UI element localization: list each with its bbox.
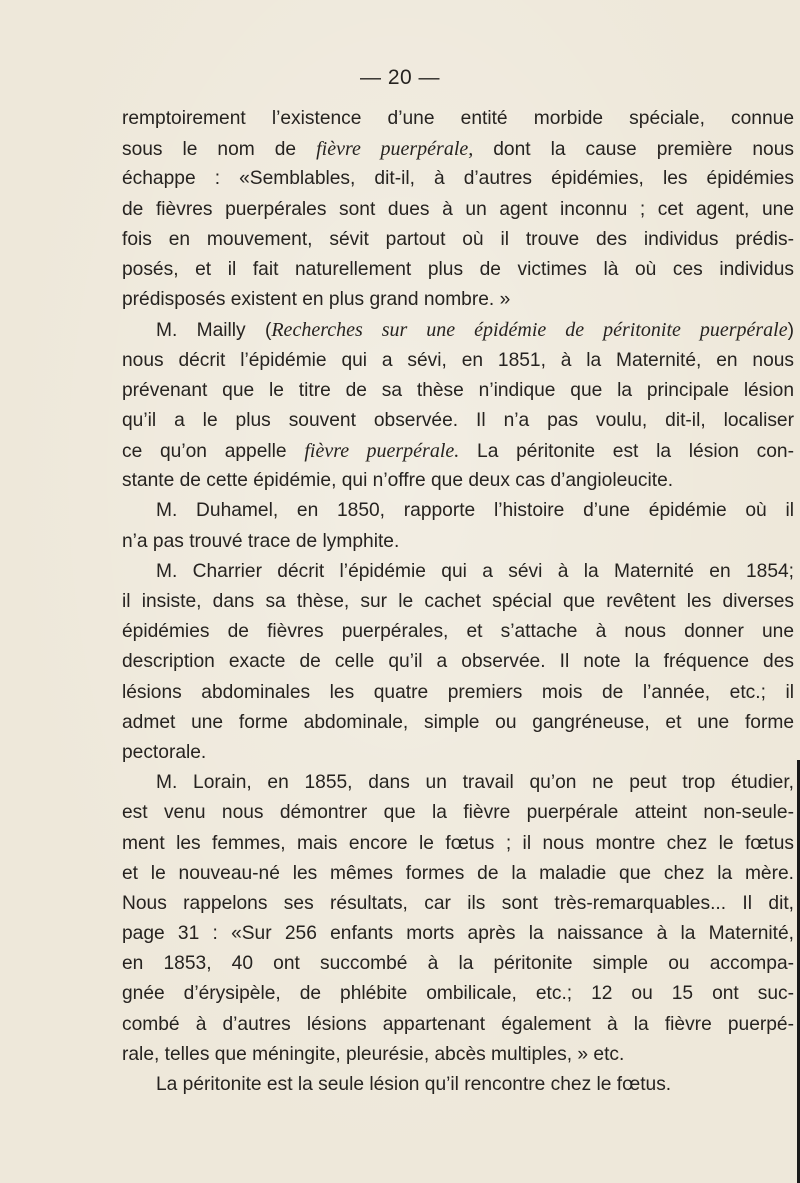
page-number: — 20 — (359, 66, 441, 89)
italic-text: fièvre puerpérale. (304, 440, 460, 463)
text-segment: remptoirement l’existence d’une entité morbide spéciale, connue (122, 108, 794, 129)
text-segment: admet une forme abdominale, simple ou gangréneuse, et une forme (122, 711, 794, 733)
paragraph (122, 104, 794, 315)
text-segment: ) (787, 320, 794, 342)
text-line (122, 617, 794, 647)
text-line (122, 104, 794, 134)
italic-text: Recherches sur une épidémie de péritonite puerpérale (271, 319, 788, 342)
text-segment: posés, et il fait naturellement plus de victimes là où ces individus (122, 258, 794, 280)
text-segment: Nous rappelons ses résultats, car ils sont très-remarquables... Il dit, (122, 892, 794, 914)
text-segment: nous décrit l’épidémie qui a sévi, en 1851, à la Maternité, en nous (122, 349, 794, 371)
paragraph (122, 557, 794, 768)
text-line (122, 889, 794, 919)
text-segment: gnée d’érysipèle, de phlébite ombilicale, etc.; 12 ou 15 ont suc- (122, 983, 794, 1005)
text-segment: sous le nom de (122, 139, 317, 161)
text-segment: épidémies de fièvres puerpérales, et s’attache à nous donner une (122, 621, 794, 643)
text-segment: prévenant que le titre de sa thèse n’indique que la principale lésion (122, 379, 794, 401)
text-segment: rale, telles que méningite, pleurésie, abcès multiples, » etc. (122, 1043, 625, 1065)
text-segment: prédisposés existent en plus grand nombre. » (122, 289, 511, 311)
text-line (122, 829, 794, 859)
text-segment: ment les femmes, mais encore le fœtus ; il nous montre chez le fœtus (122, 832, 794, 854)
text-line (122, 164, 794, 194)
paragraph (122, 1070, 794, 1100)
text-line (122, 436, 794, 466)
text-segment: et le nouveau-né les mêmes formes de la maladie que chez la mère. (122, 862, 794, 884)
text-line (122, 708, 794, 738)
text-line (122, 738, 794, 768)
paragraph (122, 315, 794, 496)
text-segment: combé à d’autres lésions appartenant également à la fièvre puerpé- (122, 1013, 794, 1035)
text-segment: M. Lorain, en 1855, dans un travail qu’on ne peut trop étudier, (156, 772, 794, 794)
text-segment: stante de cette épidémie, qui n’offre que deux cas d’angioleucite. (122, 470, 674, 492)
text-line (122, 1010, 794, 1040)
text-line (122, 557, 794, 587)
text-segment: description exacte de celle qu’il a observée. Il note la fréquence des (122, 651, 794, 673)
text-segment: ce qu’on appelle (122, 441, 305, 463)
text-segment: en 1853, 40 ont succombé à la péritonite simple ou accompa- (122, 953, 794, 975)
text-segment: page 31 : «Sur 256 enfants morts après la naissance à la Maternité, (122, 923, 794, 945)
text-line (122, 949, 794, 979)
text-line (122, 647, 794, 677)
text-line (122, 979, 794, 1009)
body-text (122, 104, 794, 1100)
text-line (122, 285, 794, 315)
text-segment: M. Charrier décrit l’épidémie qui a sévi à la Maternité en 1854; (156, 560, 794, 582)
text-segment: qu’il a le plus souvent observée. Il n’a pas voulu, dit-il, localiser (122, 409, 794, 431)
paragraph (122, 496, 794, 556)
text-line (122, 195, 794, 225)
italic-text: fièvre puerpérale, (316, 138, 474, 161)
text-segment: lésions abdominales les quatre premiers mois de l’année, etc.; il (122, 681, 794, 703)
text-line (122, 859, 794, 889)
paragraph (122, 768, 794, 1070)
text-line (122, 466, 794, 496)
text-line (122, 587, 794, 617)
text-line (122, 678, 794, 708)
text-line (122, 527, 794, 557)
text-segment: M. Duhamel, en 1850, rapporte l’histoire d’une épidémie où il (156, 500, 794, 522)
text-line (122, 255, 794, 285)
text-segment: échappe : «Semblables, dit-il, à d’autres épidémies, les épidémies (122, 168, 794, 190)
text-line (122, 346, 794, 376)
text-segment: dont la cause première nous (473, 139, 794, 161)
text-line (122, 225, 794, 255)
text-line (122, 496, 794, 526)
text-line (122, 1040, 794, 1070)
text-segment: il insiste, dans sa thèse, sur le cachet spécial que revêtent les diverses (122, 591, 794, 612)
text-segment: est venu nous démontrer que la fièvre puerpérale atteint non-seule- (122, 802, 794, 824)
text-line (122, 919, 794, 949)
text-segment: de fièvres puerpérales sont dues à un agent inconnu ; cet agent, une (122, 198, 794, 220)
text-segment: n’a pas trouvé trace de lymphite. (122, 530, 400, 552)
text-line (122, 798, 794, 828)
text-line (122, 768, 794, 798)
text-line (122, 406, 794, 436)
text-line (122, 1070, 794, 1100)
text-segment: pectorale. (122, 741, 207, 763)
text-segment: M. Mailly ( (156, 320, 272, 342)
text-line (122, 134, 794, 164)
text-line (122, 315, 794, 345)
text-segment: La péritonite est la seule lésion qu’il rencontre chez le fœtus. (156, 1074, 672, 1095)
text-segment: fois en mouvement, sévit partout où il trouve des individus prédis- (122, 228, 794, 250)
text-segment: La péritonite est la lésion con- (459, 441, 794, 463)
text-line (122, 376, 794, 406)
